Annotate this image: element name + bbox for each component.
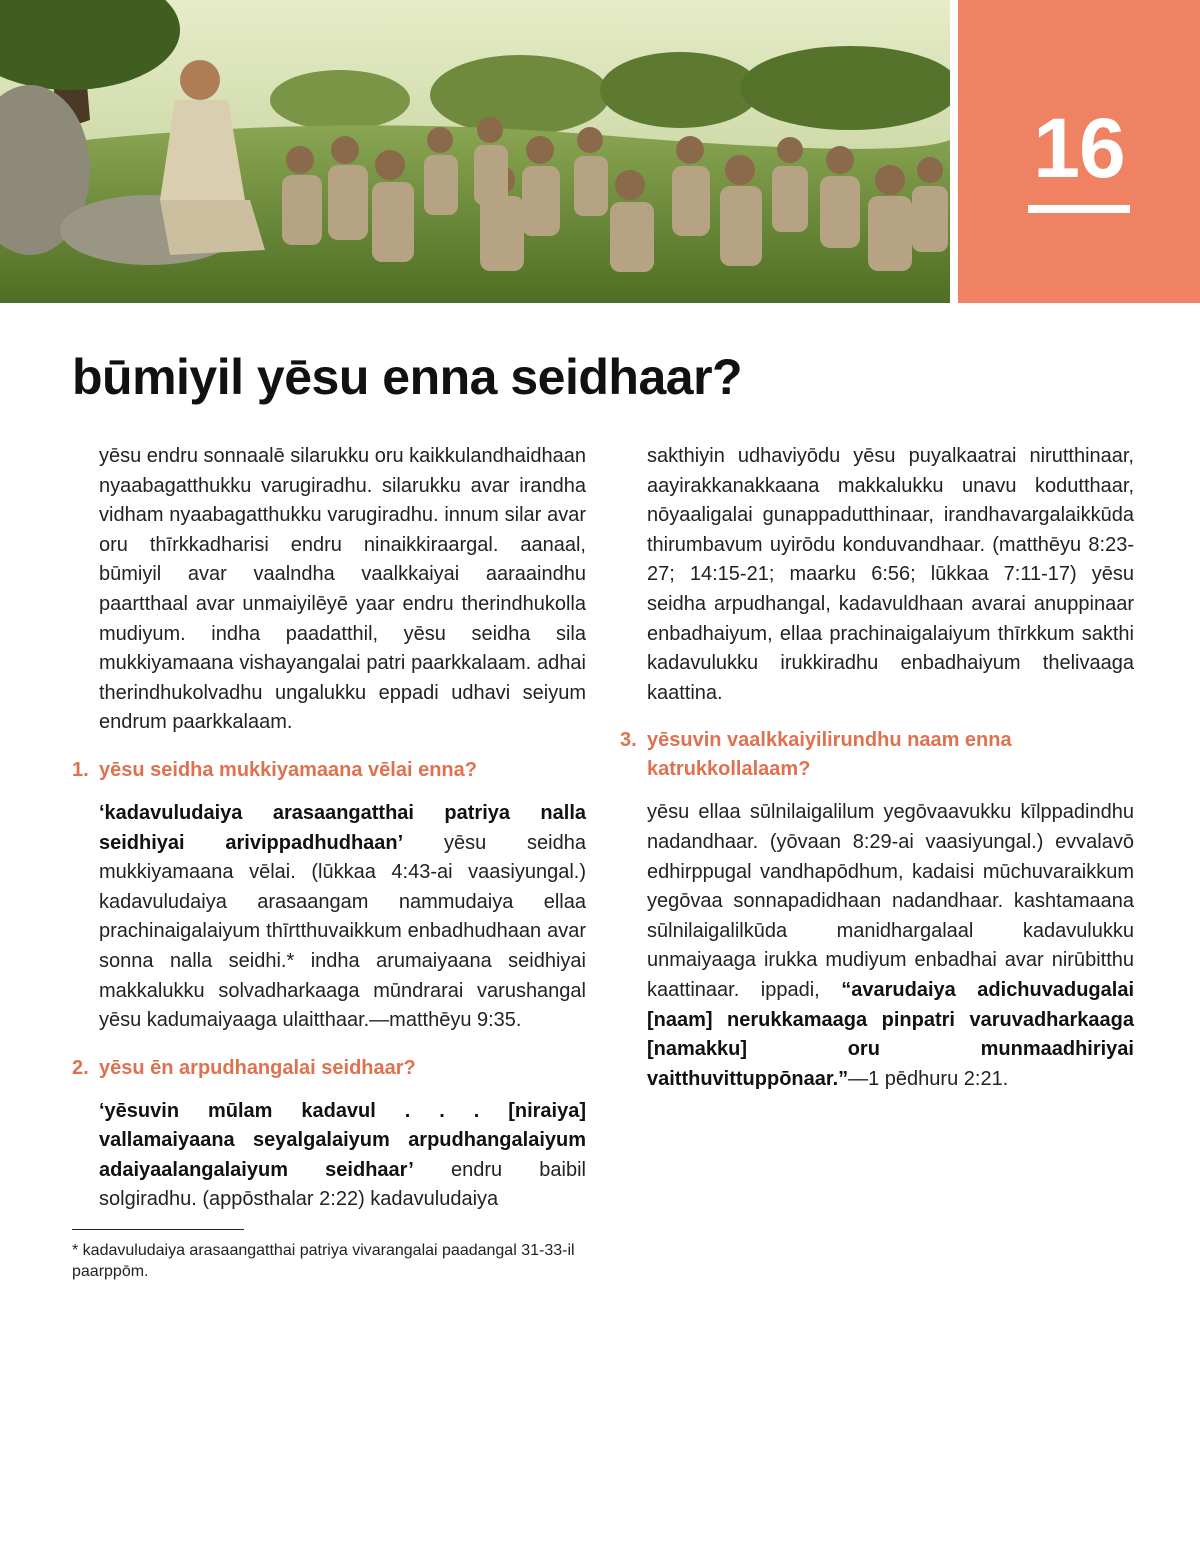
hero-illustration [0,0,950,303]
answer-1-text: yēsu seidha mukkiyamaana vēlai. (lūkkaa 4:43-ai vaasiyungal.) kadavuludaiya arasaangam nammudaiya ellaa prachinaigalaiyum thīrtthuvaikkum enbadhudhaan avar sonna nalla seidhi.* indha arumaiyaana seidhiyai makkalukku solvadharkaaga mūndrarai varushangal yēsu kadumaiyaaga ulaitthaar.—matthēyu 9:35. [99,831,586,1032]
question-3-heading [620,726,1134,784]
question-3-number: 3. [620,729,637,752]
answer-3-paragraph [647,798,1134,1094]
page-title: būmiyil yēsu enna seidhaar? [72,349,743,405]
answer-3-tail: —1 pēdhuru 2:21. [848,1067,1009,1090]
answer-2-text: endru baibil solgiradhu. (appōsthalar 2:22) kadavuludaiya [99,1158,586,1211]
hero-image [0,0,950,303]
question-3-text: yēsuvin vaalkkaiyilirundhu naam enna katrukkollalaam? [647,729,1012,781]
lesson-number-underline [1028,205,1130,213]
question-2-text: yēsu ēn arpudhangalai seidhaar? [99,1056,416,1079]
answer-2-bold: ‘yēsuvin mūlam kadavul . . . [niraiya] vallamaiyaana seyalgalaiyum arpudhangalaiyum adaiyaalangalaiyum seidhaar’ [99,1099,586,1181]
lesson-number-box [958,0,1200,303]
question-1-text: yēsu seidha mukkiyamaana vēlai enna? [99,758,477,781]
footnote: * kadavuludaiya arasaangatthai patriya vivarangalai paadangal 31-33-il paarppōm. [72,1242,575,1281]
answer-3-bold: “avarudaiya adichuvadugalai [naam] nerukkamaaga pinpatri varuvadharkaaga [namakku] oru munmaadhiriyai vaitthuvittuppōnaar.” [647,978,1135,1090]
right-column [620,442,1134,1094]
question-2-number: 2. [72,1056,89,1079]
left-column [72,442,586,1282]
intro-paragraph: yēsu endru sonnaalē silarukku oru kaikkulandhaidhaan nyaabagatthukku varugiradhu. silarukku avar irandha vidham nyaabagatthukku varugiradhu. innum silar avar oru thīrkkadharisi endru ninaikkiraargal. aanaal, būmiyil avar vaalndha vaalkkaiyai aaraaindhu paartthaal avar unmaiyilēyē yaar endru therindhukolla mudiyum. indha paadatthil, yēsu seidha sila mukkiyamaana vishayangalai patri paarkkalaam. adhai therindhukolvadhu ungalukku eppadi udhavi seiyum endrum paarkkalaam. [99,445,586,734]
footnote-divider [72,1229,244,1230]
answer-1-bold: ‘kadavuludaiya arasaangatthai patriya nalla seidhiyai arivippadhudhaan’ [99,801,586,854]
answer-1-paragraph [99,799,586,1036]
answer-3-text: yēsu ellaa sūlnilaigalilum yegōvaavukku kīlppadindhu nadandhaar. (yōvaan 8:29-ai vaasiyungal.) evvalavō edhirppugal vandhapōdhum, kadaisi mūchuvaraikkum yegōvaa sonnapadidhaan nadandhaar. kashtamaana sūlnilaigalilkūda manidhargalaal kadavulukku unmaiyaaga irukka mudiyum enbadhai avar nirūbitthu kaattinaar. ippadi, [647,801,1134,1001]
question-1-number: 1. [72,758,89,781]
lesson-number: 16 [1033,101,1125,195]
question-2-heading [72,1054,586,1083]
answer-2-continued: sakthiyin udhaviyōdu yēsu puyalkaatrai nirutthinaar, aayirakkanakkaana makkalukku unavu kodutthaar, nōyaaligalai gunappadutthinaar, irandhavargalaikkūda thirumbavum uyirōdu konduvandhaar. (matthēyu 8:23-27; 14:15-21; maarku 6:56; lūkkaa 7:11-17) yēsu seidha arpudhangal, kadavuldhaan avarai anuppinaar enbadhaiyum, ellaa prachinaigalaiyum thīrkkum sakthi kadavulukku irukkiradhu enbadhaiyum thelivaaga kaattina. [647,445,1134,704]
question-1-heading [72,756,586,785]
answer-2-paragraph [99,1097,586,1215]
